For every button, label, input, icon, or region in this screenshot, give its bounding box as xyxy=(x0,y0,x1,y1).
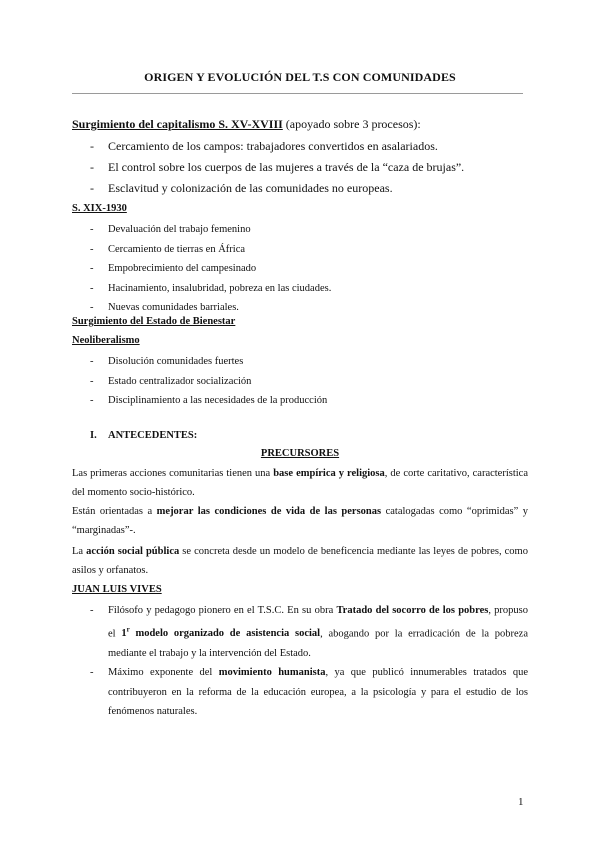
page-number: 1 xyxy=(518,796,524,808)
antecedentes-heading xyxy=(90,430,197,441)
list-item: - Cercamiento de tierras en África xyxy=(90,243,246,255)
precursores-heading: PRECURSORES xyxy=(260,448,340,459)
antecedentes-number: I. xyxy=(90,430,97,441)
list-item: - Filósofo y pedagogo pionero en el T.S.C. En su obra Tratado del socorro de los pobres, propuso el 1$^r$ modelo organizado de asistencia social, abogando por la erradicación de la pobreza mediante el trabajo y la intervención del Estado. xyxy=(90,605,529,659)
capitalismo-list xyxy=(72,136,528,199)
precursores-paragraph-2: Están orientadas a mejorar las condiciones de vida de las personas catalogadas como “oprimidas” y “marginadas”-. xyxy=(72,506,528,536)
capitalismo-heading-line xyxy=(72,117,528,132)
antecedentes-title: ANTECEDENTES: xyxy=(108,430,198,441)
vives-heading: JUAN LUIS VIVES xyxy=(72,584,162,595)
list-item: - Cercamiento de los campos: trabajadores convertidos en asalariados. xyxy=(90,139,438,153)
list-item: - Hacinamiento, insalubridad, pobreza en las ciudades. xyxy=(90,282,332,294)
precursores-paragraph-3: La acción social pública se concreta desde un modelo de beneficencia mediante las leyes de pobres, como asilos y orfanatos. xyxy=(72,546,528,576)
neoliberalismo-heading: Neoliberalismo xyxy=(72,335,140,346)
neoliberalismo-list xyxy=(72,352,528,411)
title-rule xyxy=(72,93,523,94)
list-item: - Esclavitud y colonización de las comunidades no europeas. xyxy=(90,181,393,195)
list-item: - Máximo exponente del movimiento humanista, ya que publicó innumerables tratados que contribuyeron en la reforma de la educación europea, a la psicología y para el estudio de los fenómenos naturales. xyxy=(90,667,529,717)
list-item: - Disolución comunidades fuertes xyxy=(90,356,244,367)
list-item: - Estado centralizador socialización xyxy=(90,375,252,387)
list-item: - Nuevas comunidades barriales. xyxy=(90,302,239,313)
list-item: - Empobrecimiento del campesinado xyxy=(90,263,257,274)
list-item: - Disciplinamiento a las necesidades de la producción xyxy=(90,395,328,406)
list-item: - El control sobre los cuerpos de las mujeres a través de la “caza de brujas”. xyxy=(90,160,465,174)
vives-list xyxy=(72,601,528,722)
estado-bienestar-heading: Surgimiento del Estado de Bienestar xyxy=(72,316,236,327)
list-item: - Devaluación del trabajo femenino xyxy=(90,224,251,235)
capitalismo-suffix: (apoyado sobre 3 procesos): xyxy=(282,117,421,131)
precursores-paragraph-1: Las primeras acciones comunitarias tienen una base empírica y religiosa, de corte caritativo, característica del momento socio-histórico. xyxy=(72,468,528,498)
page-title: ORIGEN Y EVOLUCIÓN DEL T.S CON COMUNIDADES xyxy=(144,70,456,84)
capitalismo-heading: Surgimiento del capitalismo S. XV-XVIII xyxy=(72,117,283,131)
siglo-xix-heading: S. XIX-1930 xyxy=(72,203,127,214)
siglo-xix-list xyxy=(72,220,528,318)
